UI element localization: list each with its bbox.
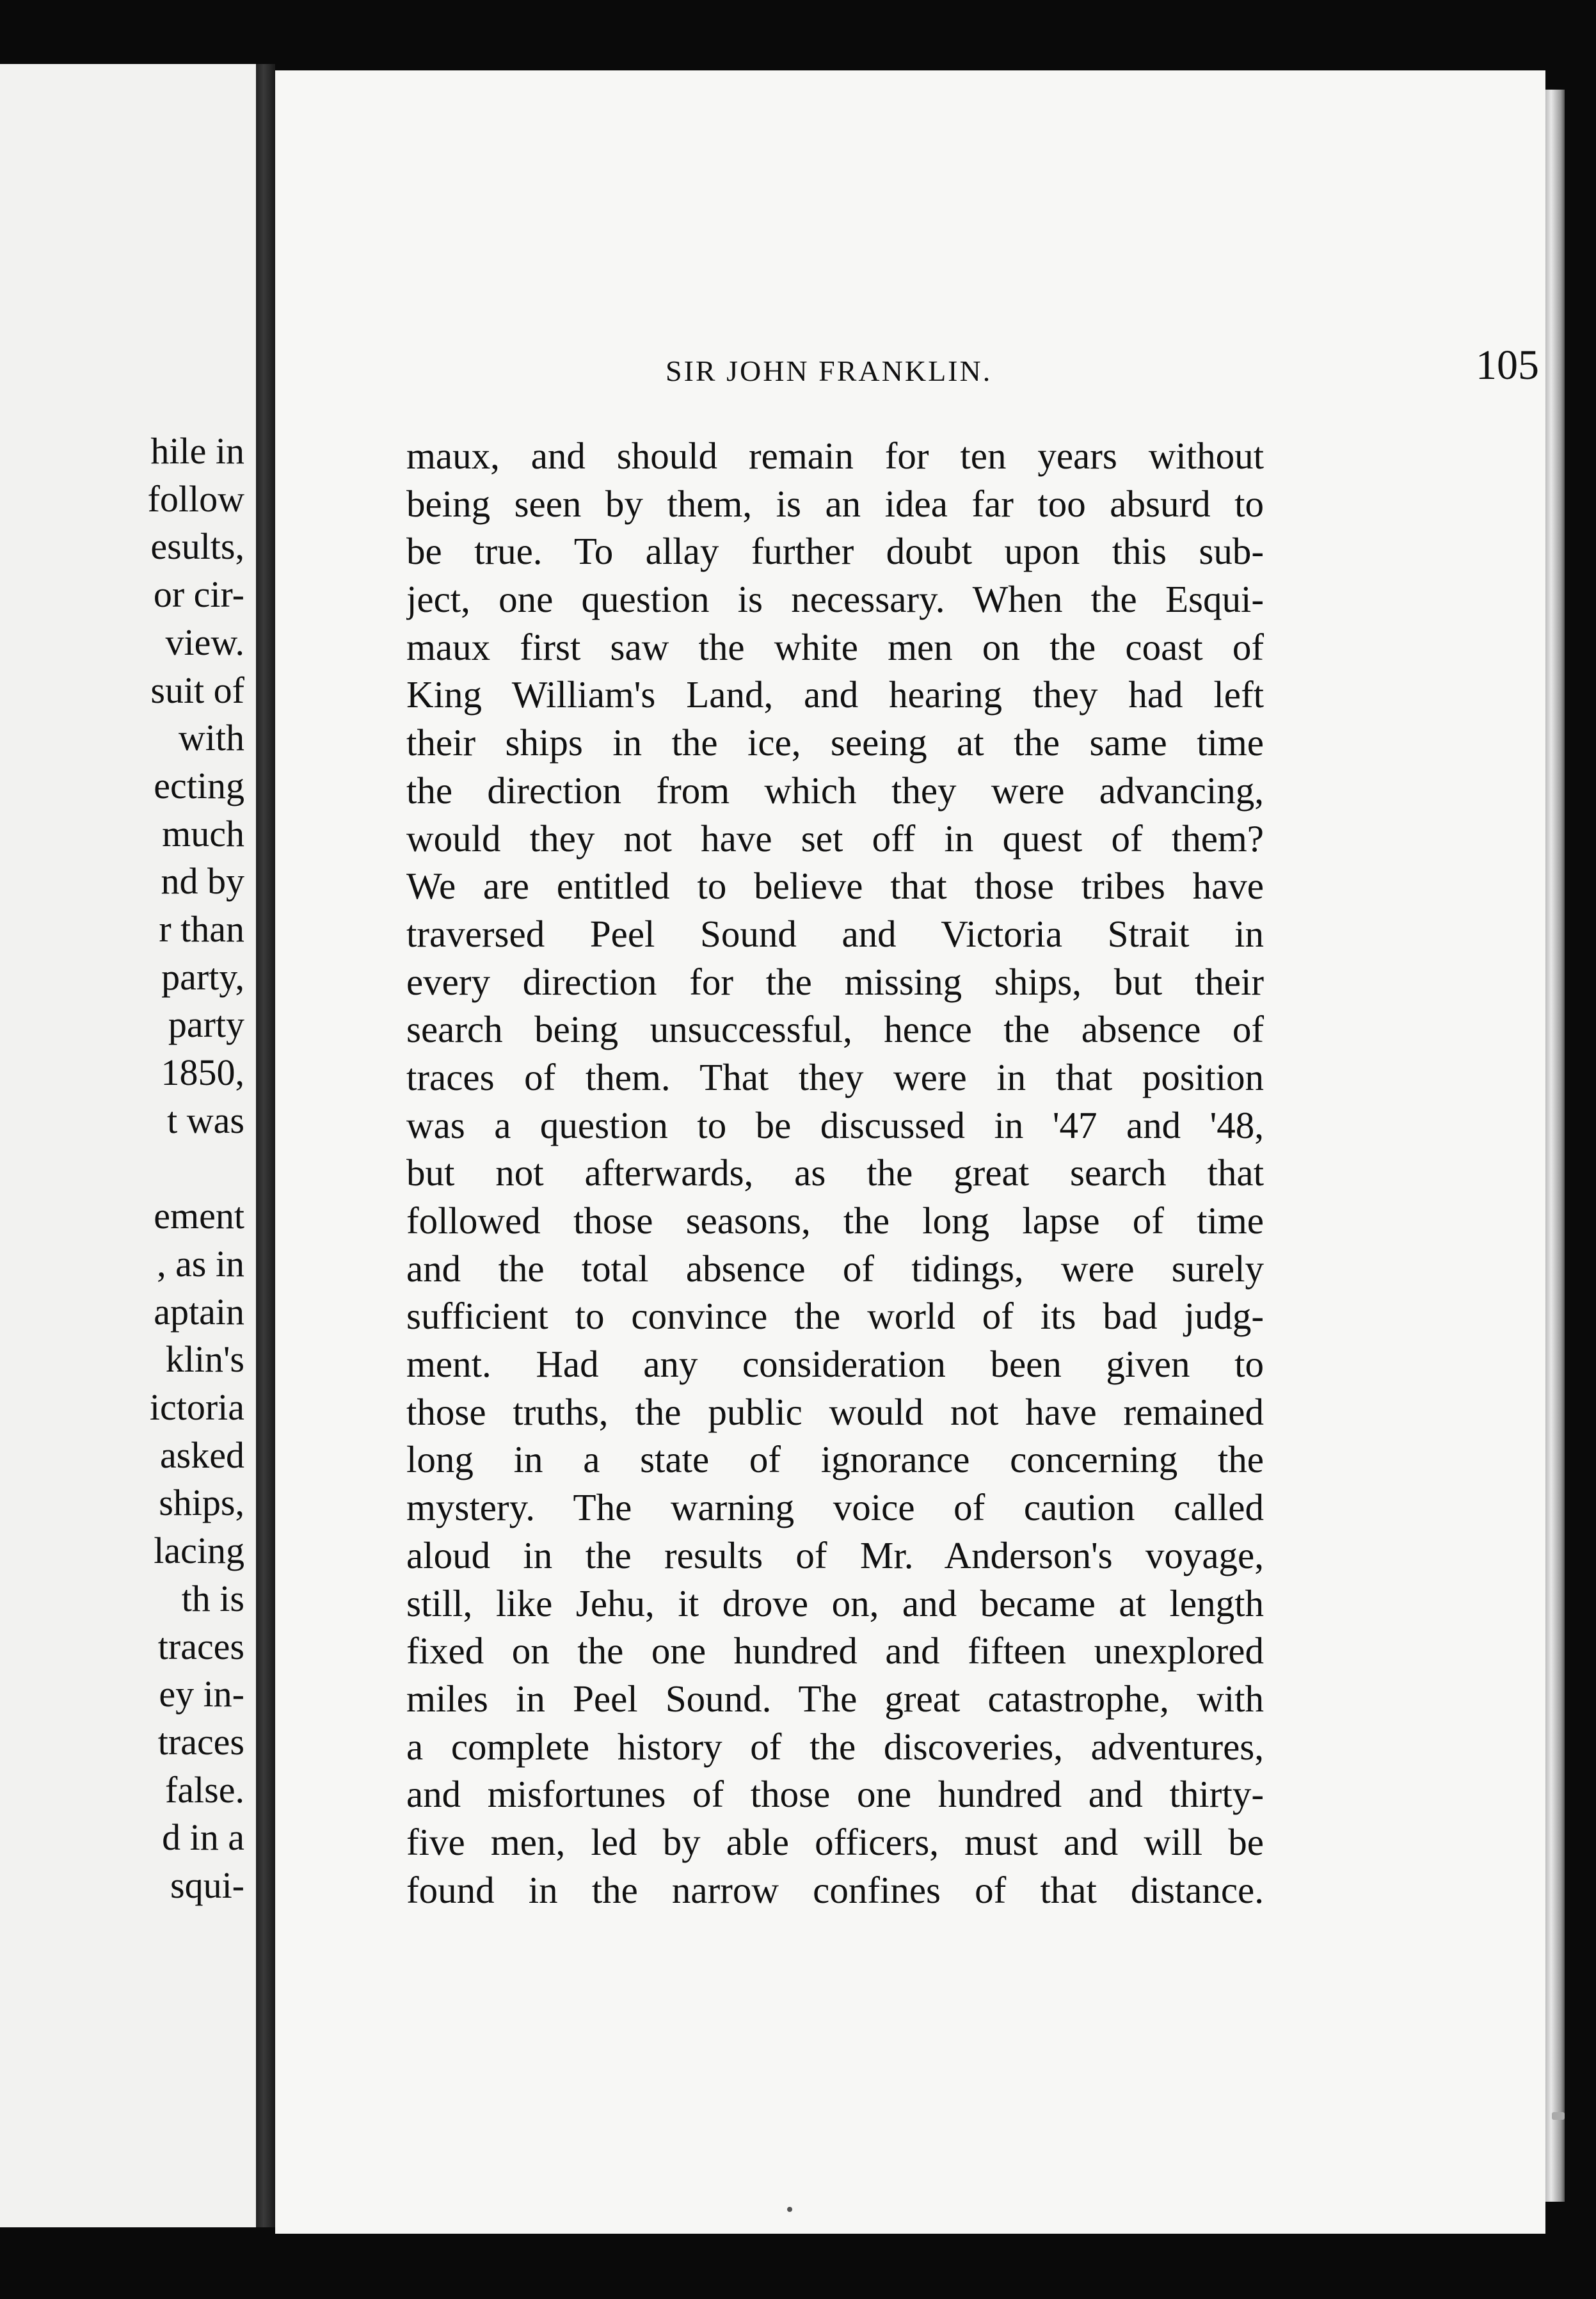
left-page-line: false. — [165, 1768, 244, 1811]
left-page-line: r than — [159, 908, 244, 950]
left-page-line: follow — [147, 477, 244, 520]
left-page-line: esults, — [150, 525, 244, 568]
left-page-line: suit of — [150, 669, 244, 711]
left-page-line: 1850, — [161, 1052, 244, 1094]
left-page — [0, 64, 256, 2227]
text-line: maux first saw the white men on the coast of — [406, 625, 1264, 668]
left-page-line: or cir- — [153, 573, 244, 616]
left-page-line: lacing — [154, 1530, 244, 1572]
text-line: We are entitled to believe that those tribes have — [406, 865, 1264, 908]
body-text — [406, 432, 1264, 1914]
text-line: maux, and should remain for ten years without — [406, 435, 1264, 477]
text-line: be true. To allay further doubt upon this sub- — [406, 530, 1264, 573]
text-line: would they not have set off in quest of them? — [406, 817, 1264, 860]
left-page-line: klin's — [165, 1338, 244, 1381]
left-page-line: asked — [159, 1434, 244, 1476]
left-page-line — [148, 1145, 244, 1193]
text-line: traversed Peel Sound and Victoria Strait in — [406, 912, 1264, 955]
text-line: ject, one question is necessary. When the Esqui- — [406, 578, 1264, 621]
text-line: miles in Peel Sound. The great catastrophe, with — [406, 1677, 1264, 1720]
left-page-line: traces — [157, 1720, 244, 1763]
text-line: five men, led by able officers, must and will be — [406, 1820, 1264, 1863]
left-page-line: nd by — [161, 860, 244, 902]
text-line: a complete history of the discoveries, adventures, — [406, 1725, 1264, 1768]
text-line: and misfortunes of those one hundred and thirty- — [406, 1773, 1264, 1816]
left-page-line: ecting — [154, 764, 244, 806]
text-line: ment. Had any consideration been given to — [406, 1343, 1264, 1386]
text-line: fixed on the one hundred and fifteen unexplored — [406, 1630, 1264, 1672]
text-line: their ships in the ice, seeing at the same time — [406, 721, 1264, 764]
text-line: every direction for the missing ships, but their — [406, 960, 1264, 1003]
left-page-line: hile in — [150, 430, 244, 472]
left-page-line: ships, — [159, 1482, 244, 1524]
text-line: being seen by them, is an idea far too absurd to — [406, 482, 1264, 525]
paper-speck — [787, 2207, 792, 2212]
left-page-text — [148, 428, 244, 1910]
page-corner-mark — [1552, 2112, 1565, 2120]
text-line: aloud in the results of Mr. Anderson's voyage, — [406, 1534, 1264, 1576]
left-page-line: aptain — [154, 1290, 244, 1333]
text-line: those truths, the public would not have remained — [406, 1390, 1264, 1433]
left-page-line: party, — [161, 956, 244, 998]
text-line: mystery. The warning voice of caution called — [406, 1486, 1264, 1529]
left-page-line: ement — [154, 1195, 244, 1237]
left-page-line: th is — [181, 1577, 244, 1619]
running-title: SIR JOHN FRANKLIN. — [666, 355, 993, 387]
left-page-line: ey in- — [159, 1673, 244, 1715]
left-page-line: party — [168, 1004, 244, 1046]
text-line: was a question to be discussed in '47 and '48, — [406, 1103, 1264, 1146]
text-line: sufficient to convince the world of its bad judg- — [406, 1295, 1264, 1338]
text-line: the direction from which they were advancing, — [406, 769, 1264, 812]
text-line: search being unsuccessful, hence the absence of — [406, 1008, 1264, 1051]
text-line: still, like Jehu, it drove on, and became at length — [406, 1582, 1264, 1624]
page-edge — [1545, 90, 1565, 2202]
text-line: found in the narrow confines of that distance. — [406, 1868, 1264, 1911]
left-page-line: much — [162, 812, 244, 854]
left-page-line: with — [178, 717, 244, 759]
text-line: King William's Land, and hearing they had left — [406, 673, 1264, 716]
page-number: 105 — [1476, 342, 1539, 389]
book-gutter — [256, 64, 275, 2227]
text-line: traces of them. That they were in that position — [406, 1055, 1264, 1098]
left-page-line: traces — [157, 1625, 244, 1667]
text-line: followed those seasons, the long lapse of time — [406, 1199, 1264, 1242]
text-line: long in a state of ignorance concerning the — [406, 1438, 1264, 1481]
running-head — [410, 330, 1539, 394]
text-line: and the total absence of tidings, were surely — [406, 1247, 1264, 1290]
left-page-line: d in a — [162, 1816, 244, 1859]
left-page-line: ictoria — [149, 1386, 244, 1429]
text-line: but not afterwards, as the great search that — [406, 1151, 1264, 1194]
left-page-line: view. — [165, 621, 244, 663]
right-page — [275, 70, 1545, 2234]
left-page-line: t was — [167, 1099, 244, 1141]
left-page-line: , as in — [157, 1242, 244, 1285]
left-page-line: squi- — [170, 1864, 244, 1907]
